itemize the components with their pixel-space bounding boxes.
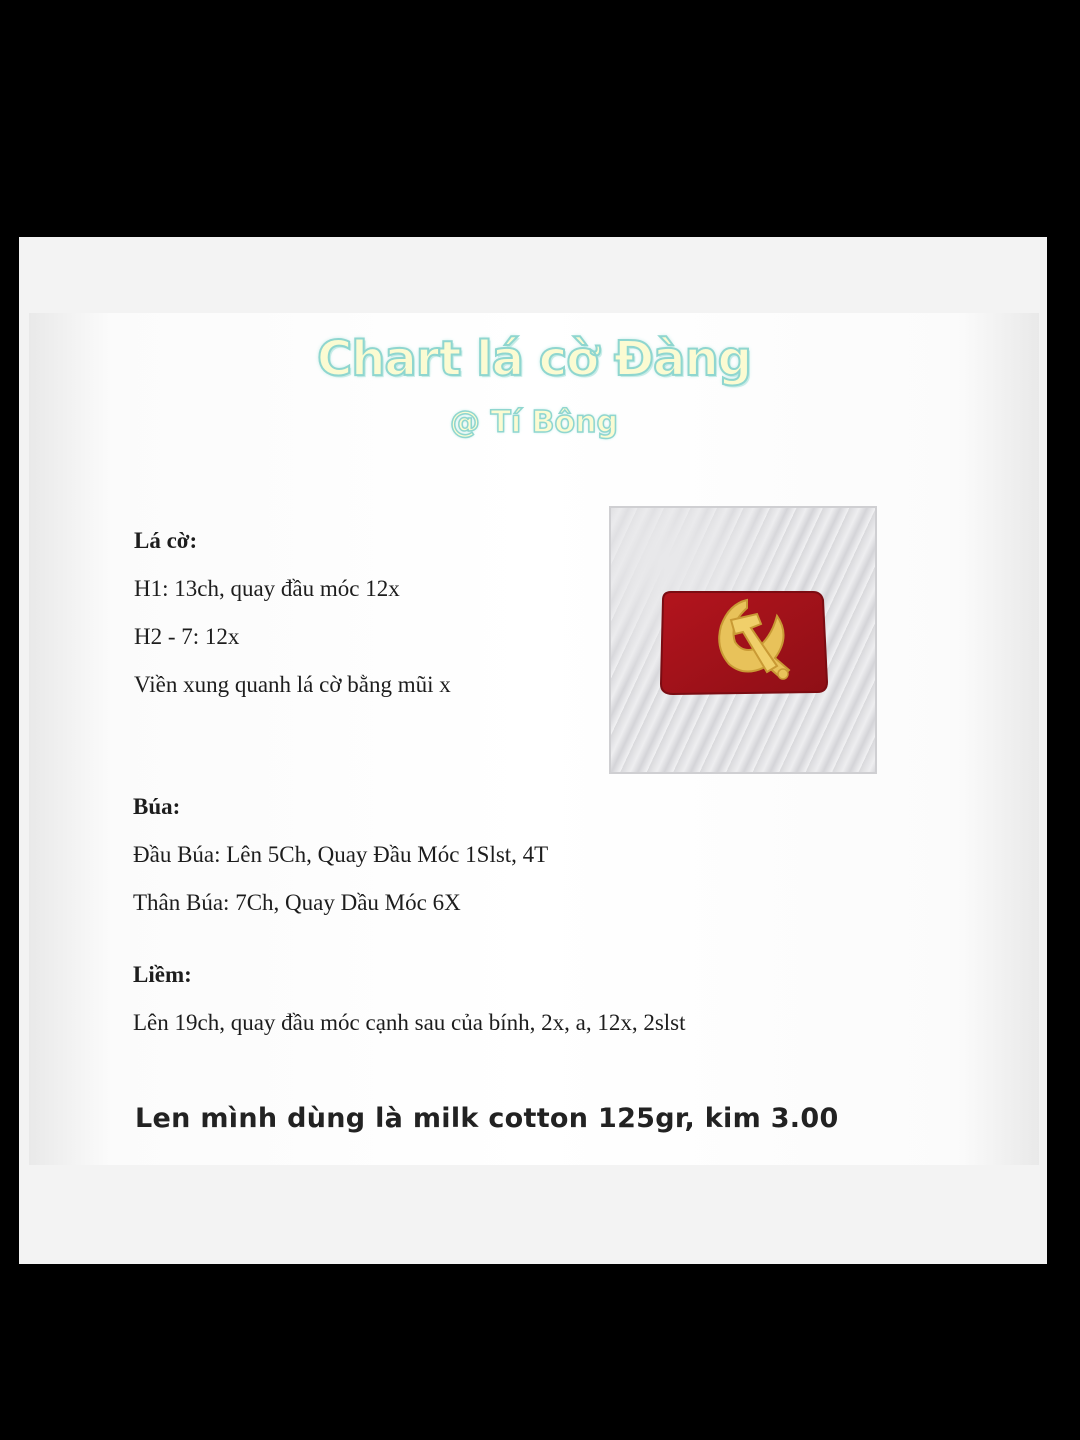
section-heading-hammer: Búa:	[133, 794, 181, 819]
hammer-section	[133, 783, 548, 927]
page-title: Chart lá cờ Đàng	[317, 331, 751, 387]
recipe-card	[19, 237, 1047, 1264]
sickle-line-1: Lên 19ch, quay đầu móc cạnh sau của bính, 2x, a, 12x, 2slst	[133, 1010, 686, 1035]
hammer-line-2: Thân Búa: 7Ch, Quay Dầu Móc 6X	[133, 890, 461, 915]
flag-line-2: H2 - 7: 12x	[134, 624, 240, 649]
flag-photo	[609, 506, 877, 774]
crochet-flag-image	[611, 508, 877, 774]
author-credit: @ Tí Bông	[450, 405, 618, 440]
section-heading-sickle: Liềm:	[133, 962, 192, 987]
sickle-section	[133, 951, 686, 1047]
section-heading-flag: Lá cờ:	[134, 528, 198, 553]
flag-line-1: H1: 13ch, quay đầu móc 12x	[134, 576, 400, 601]
flag-section	[134, 517, 451, 709]
flag-line-3: Viền xung quanh lá cờ bằng mũi x	[134, 672, 451, 697]
yarn-note: Len mình dùng là milk cotton 125gr, kim 3.00	[135, 1103, 839, 1134]
hammer-line-1: Đầu Búa: Lên 5Ch, Quay Đầu Móc 1Slst, 4T	[133, 842, 549, 867]
recipe-panel	[29, 313, 1039, 1165]
